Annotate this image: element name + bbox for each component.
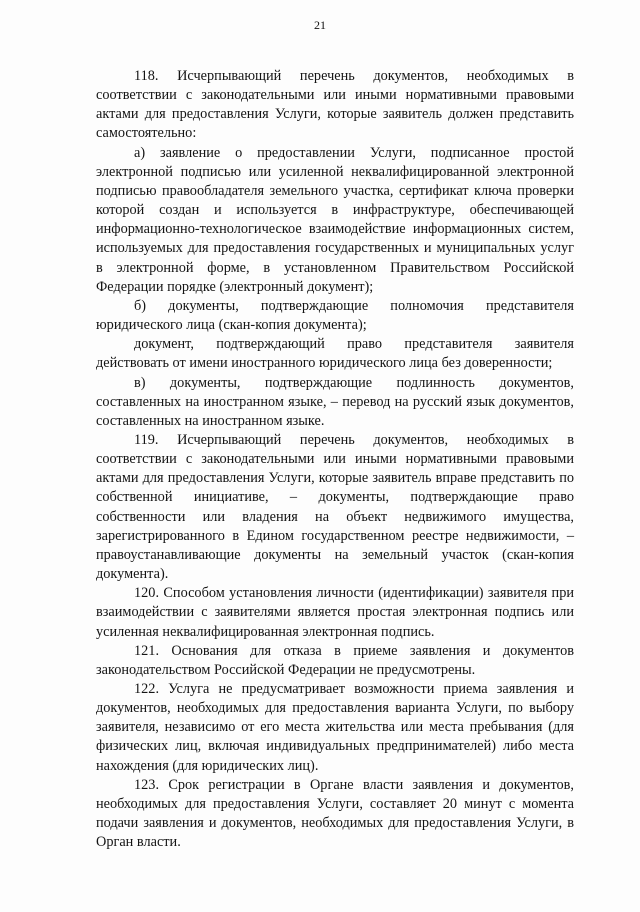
paragraph-118-item-b: б) документы, подтверждающие полномочия представителя юридического лица (скан-копия документа); <box>96 297 574 334</box>
paragraph-119: 119. Исчерпывающий перечень документов, необходимых в соответствии с законодательными или иными нормативными правовыми актами для предоставления Услуги, которые заявитель вправе представить по собственной инициативе, – документы, подтверждающие право собственности или владения на объект недвижимого имущества, зарегистрированного в Едином государственном реестре недвижимости, – правоустанавливающие документы на земельный участок (скан-копия документа). <box>96 431 574 583</box>
paragraph-118-item-a: а) заявление о предоставлении Услуги, подписанное простой электронной подписью или усиленной неквалифицированной электронной подписью правообладателя земельного участка, сертификат ключа проверки которой создан и используется в инфраструктуре, обеспечивающей информационно-технологическое взаимодействие информационных систем, используемых для предоставления государственных и муниципальных услуг в электронной форме, в установленном Правительством Российской Федерации порядке (электронный документ); <box>96 144 574 295</box>
paragraph-121: 121. Основания для отказа в приеме заявления и документов законодательством Российской Федерации не предусмотрены. <box>96 642 574 678</box>
paragraph-122: 122. Услуга не предусматривает возможности приема заявления и документов, необходимых для предоставления варианта Услуги, по выбору заявителя, независимо от его места жительства или места пребывания (для физических лиц, включая индивидуальных предпринимателей) либо места нахождения (для юридических лиц). <box>96 681 574 774</box>
page-number: 21 <box>314 18 326 32</box>
paragraph-123: 123. Срок регистрации в Органе власти заявления и документов, необходимых для предоставления Услуги, составляет 20 минут с момента подачи заявления и документов, необходимых для предоставления Услуги, в Орган власти. <box>96 776 574 851</box>
paragraph-118: 118. Исчерпывающий перечень документов, необходимых в соответствии с законодательными или иными нормативными правовыми актами для предоставления Услуги, которые заявитель должен представить самостоятельно: <box>96 68 574 142</box>
paragraph-118-item-v: в) документы, подтверждающие подлинность документов, составленных на иностранном языке, – перевод на русский язык документов, составленных на иностранном языке. <box>96 374 574 429</box>
paragraph-118-item-b-document: документ, подтверждающий право представителя заявителя действовать от имени иностранного юридического лица без доверенности; <box>96 336 574 372</box>
document-body <box>96 67 574 852</box>
paragraph-120: 120. Способом установления личности (идентификации) заявителя при взаимодействии с заявителями является простая электронная подпись или усиленная неквалифицированная электронная подпись. <box>96 585 574 640</box>
